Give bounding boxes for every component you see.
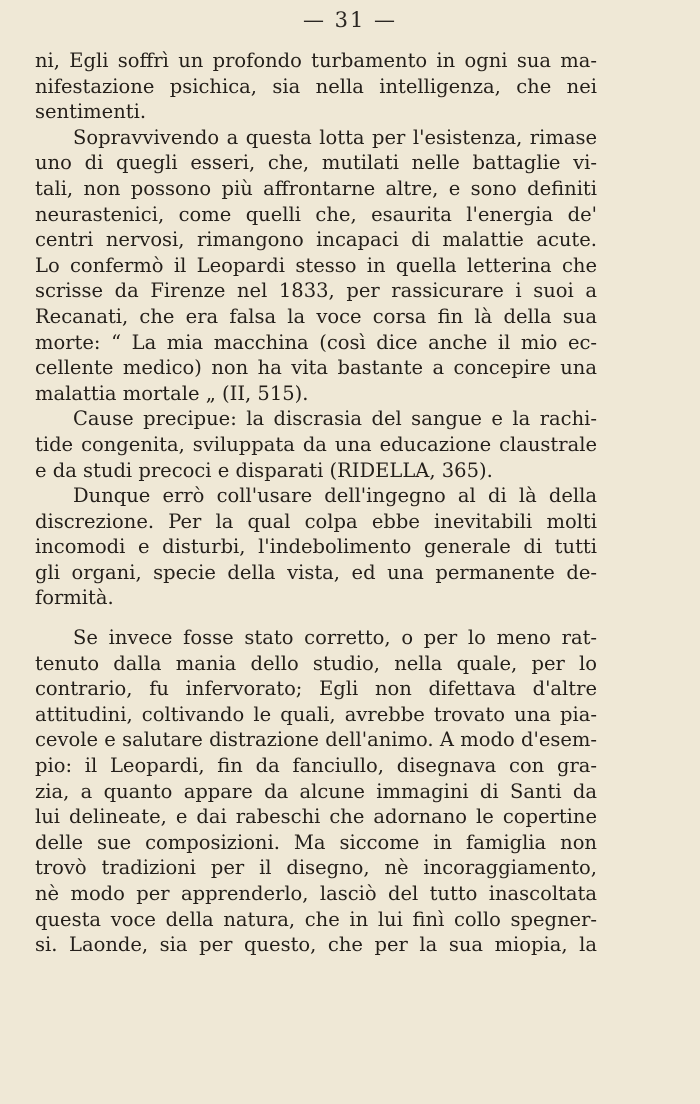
text-line: Cause precipue: la discrasia del sangue e la rachi- xyxy=(73,407,597,431)
text-line: trovò tradizioni per il disegno, nè incoraggiamento, xyxy=(35,856,597,880)
text-line: cevole e salutare distrazione dell'animo. A modo d'esem- xyxy=(35,728,597,752)
text-line: zia, a quanto appare da alcune immagini di Santi da xyxy=(35,779,597,803)
paragraph-2 xyxy=(35,125,597,407)
text-line: incomodi e disturbi, l'indebolimento generale di tutti xyxy=(35,535,597,559)
text-line: questa voce della natura, che in lui finì collo spegner- xyxy=(35,907,597,931)
paragraph-1 xyxy=(35,48,597,125)
text-line: tide congenita, sviluppata da una educazione claustrale xyxy=(35,432,597,456)
text-line: si. Laonde, sia per questo, che per la sua miopia, la xyxy=(35,933,597,957)
text-line: nè modo per apprenderlo, lasciò del tutto inascoltata xyxy=(35,882,597,905)
text-line: pio: il Leopardi, fin da fanciullo, disegnava con gra- xyxy=(35,754,597,778)
text-line: centri nervosi, rimangono incapaci di malattie acute. xyxy=(35,228,597,252)
text-line: scrisse da Firenze nel 1833, per rassicurare i suoi a xyxy=(35,279,597,303)
text-line: Lo confermò il Leopardi stesso in quella letterina che xyxy=(35,253,597,277)
text-line: gli organi, specie della vista, ed una permanente de- xyxy=(35,560,597,584)
text-line: sentimenti. xyxy=(35,100,147,124)
text-line: discrezione. Per la qual colpa ebbe inevitabili molti xyxy=(35,509,597,533)
text-line: Recanati, che era falsa la voce corsa fin là della sua xyxy=(35,304,597,328)
text-line: attitudini, coltivando le quali, avrebbe trovato una pia- xyxy=(35,702,597,726)
text-line: formità. xyxy=(35,586,114,610)
paragraph-5 xyxy=(35,625,597,958)
text-line: neurastenici, come quelli che, esaurita l'energia de' xyxy=(35,202,597,226)
text-line: tali, non possono più affrontarne altre, e sono definiti xyxy=(35,176,597,200)
text-line: malattia mortale „ (II, 515). xyxy=(35,381,309,405)
text-line: cellente medico) non ha vita bastante a concepire una xyxy=(35,356,597,380)
paragraph-3 xyxy=(35,406,597,483)
text-line: uno di quegli esseri, che, mutilati nelle battaglie vi- xyxy=(35,151,597,175)
text-line: lui delineate, e dai rabeschi che adornano le copertine xyxy=(35,805,597,829)
text-line: e da studi precoci e disparati (RIDELLA, 365). xyxy=(35,458,493,482)
text-line: Sopravvivendo a questa lotta per l'esistenza, rimase xyxy=(73,125,597,149)
body-text xyxy=(35,48,597,958)
paragraph-4 xyxy=(35,483,597,611)
text-line: delle sue composizioni. Ma siccome in famiglia non xyxy=(35,830,597,854)
text-line: Se invece fosse stato corretto, o per lo meno rat- xyxy=(73,626,597,650)
text-line: morte: “ La mia macchina (così dice anche il mio ec- xyxy=(35,330,597,354)
text-line: nifestazione psichica, sia nella intelligenza, che nei xyxy=(35,74,597,98)
paragraph-gap xyxy=(35,611,597,625)
text-line: ni, Egli soffrì un profondo turbamento in ogni sua ma- xyxy=(35,49,597,72)
page-number: — 31 — xyxy=(302,8,398,32)
text-line: Dunque errò coll'usare dell'ingegno al di là della xyxy=(73,484,597,508)
text-line: contrario, fu infervorato; Egli non difettava d'altre xyxy=(35,677,597,701)
text-line: tenuto dalla mania dello studio, nella quale, per lo xyxy=(35,651,597,675)
